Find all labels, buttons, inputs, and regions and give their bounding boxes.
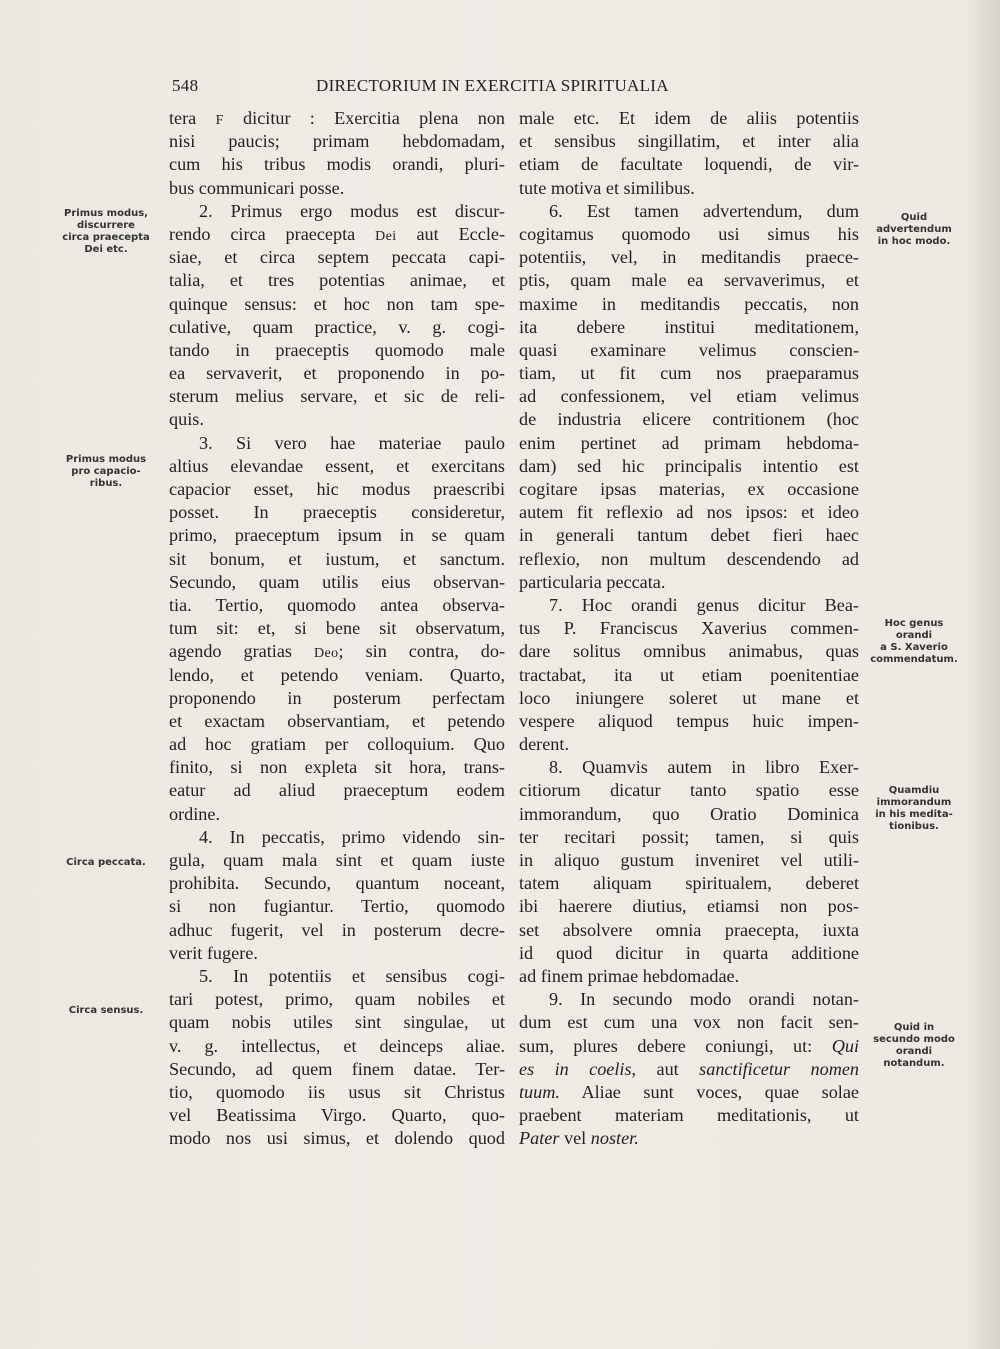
text-line: et sensibus singillatim, et inter alia	[519, 131, 859, 152]
text-line: prohibita. Secundo, quantum noceant,	[169, 873, 505, 894]
text-line: tractabat, ita ut etiam poenitentiae	[519, 664, 859, 685]
text-line: 8. Quamvis autem in libro Exer-	[549, 757, 859, 778]
page-edge-shadow	[964, 0, 1000, 1349]
margin-note-quid-in-secundo: Quid in secundo modo orandi notandum.	[873, 1022, 955, 1069]
text-line: 5. In potentiis et sensibus cogi-	[199, 965, 505, 986]
text-line: et exactam observantiam, et petendo	[169, 710, 505, 731]
text-line: gula, quam mala sint et quam iuste	[169, 850, 505, 870]
text-line: tum sit: et, si bene sit observatum,	[169, 618, 505, 639]
text-line: agendo gratias Deo; sin contra, do-	[169, 641, 506, 662]
text-line: dare solitus omnibus animabus, quas	[519, 641, 859, 662]
text-line: primo, praeceptum ipsum in se quam	[169, 525, 505, 546]
text-line: proponendo in posterum perfectam	[169, 687, 505, 708]
text-line: 4. In peccatis, primo videndo sin-	[199, 826, 505, 847]
text-line: set absolvere omnia praecepta, iuxta	[519, 919, 859, 940]
text-line: Secundo, ad quem finem datae. Ter-	[169, 1058, 505, 1079]
text-line: ad confessionem, vel etiam velimus	[519, 386, 859, 407]
text-line: nisi paucis; primam hebdomadam,	[169, 131, 505, 152]
text-line: derent.	[519, 734, 569, 755]
text-line: talia, et tres potentias animae, et	[169, 270, 505, 291]
text-line: tute motiva et similibus.	[519, 177, 695, 198]
text-line: tus P. Franciscus Xaverius commen-	[519, 618, 859, 639]
text-line: reflexio, non multum descendendo ad	[519, 548, 859, 569]
left-text-column	[169, 107, 505, 1150]
text-line: ad hoc gratiam per colloquium. Quo	[169, 734, 505, 755]
text-line: citiorum dicatur tanto spatio esse	[519, 780, 859, 801]
text-line: v. g. intellectus, et deinceps aliae.	[169, 1035, 505, 1056]
text-line: tatem aliquam spiritualem, deberet	[519, 873, 859, 894]
text-line: immorandum, quo Oratio Dominica	[519, 803, 859, 824]
text-line: in aliquo gustum inveniret vel utili-	[519, 850, 859, 870]
text-line: dam) sed hic principalis intentio est	[519, 455, 859, 476]
text-line: id quod dicitur in quarta additione	[519, 942, 859, 963]
text-line: ibi haerere diutius, etiamsi non pos-	[519, 896, 859, 917]
text-line: in generali tantum debet fieri haec	[519, 525, 859, 546]
right-text-column	[519, 107, 859, 1150]
text-line: cum his tribus modis orandi, pluri-	[169, 154, 505, 175]
text-line: culative, quam practice, v. g. cogi-	[169, 316, 505, 337]
text-line: es in coelis, aut sanctificetur nomen	[519, 1058, 859, 1079]
text-line: etiam de facultate loquendi, de vir-	[519, 154, 859, 175]
margin-note-circa-peccata: Circa peccata.	[66, 857, 146, 868]
text-line: sit bonum, et iustum, et sanctum.	[169, 548, 505, 569]
text-line: rendo circa praecepta Dei aut Eccle-	[169, 223, 506, 244]
text-line: tiam, ut fit cum nos praeparamus	[519, 363, 859, 384]
text-line: 9. In secundo modo orandi notan-	[549, 989, 859, 1010]
text-line: 6. Est tamen advertendum, dum	[549, 200, 859, 221]
text-line: ad finem primae hebdomadae.	[519, 965, 740, 986]
text-line: capacior esset, hic modus praescribi	[169, 479, 505, 499]
text-line: quam nobis utiles sint singulae, ut	[169, 1012, 505, 1033]
text-line: bus communicari posse.	[169, 177, 345, 198]
text-line: 7. Hoc orandi genus dicitur Bea-	[549, 594, 859, 615]
text-line: siae, et circa septem peccata capi-	[169, 247, 505, 268]
text-line: 3. Si vero hae materiae paulo	[199, 432, 505, 453]
text-line: male etc. Et idem de aliis potentiis	[519, 108, 859, 128]
text-line: sterum melius servare, et sic de reli-	[169, 386, 505, 407]
text-line: ptis, quam male ea servaverimus, et	[519, 270, 859, 291]
text-line: si non fugiantur. Tertio, quomodo	[169, 896, 505, 917]
text-line: ordine.	[169, 803, 221, 824]
text-line: tia. Tertio, quomodo antea observa-	[169, 594, 505, 615]
text-line: tio, quomodo iis usus sit Christus	[169, 1081, 505, 1102]
margin-note-quid-advertendum: Quid advertendum in hoc modo.	[876, 212, 952, 247]
text-line: verit fugere.	[169, 942, 258, 963]
text-line: enim pertinet ad primam hebdoma-	[519, 432, 859, 453]
text-line: vel Beatissima Virgo. Quarto, quo-	[169, 1105, 505, 1126]
text-line: tera F dicitur : Exercitia plena non	[169, 108, 506, 128]
text-line: cogitamus quomodo usi simus his	[519, 223, 859, 244]
text-line: modo nos usi simus, et dolendo quod	[169, 1128, 505, 1149]
text-line: ea servaverit, et proponendo in po-	[169, 363, 505, 384]
running-title: DIRECTORIUM IN EXERCITIA SPIRITUALIA	[316, 76, 669, 95]
text-line: eatur ad aliud praeceptum eodem	[169, 780, 505, 801]
margin-note-quamdiu: Quamdiu immorandum in his medita- tionibus.	[875, 785, 953, 832]
text-line: Secundo, quam utilis eius observan-	[169, 571, 505, 592]
text-line: quasi examinare velimus conscien-	[519, 339, 859, 360]
text-line: praebent materiam meditationis, ut	[519, 1105, 859, 1126]
text-line: adhuc fugerit, vel in posterum decre-	[169, 919, 505, 940]
margin-note-circa-sensus: Circa sensus.	[68, 1005, 144, 1016]
text-line: ita debere institui meditationem,	[519, 316, 859, 337]
page-number: 548	[172, 76, 199, 95]
text-line: de industria elicere contritionem (hoc	[519, 409, 859, 430]
text-line: maxime in meditandis peccatis, non	[519, 293, 859, 314]
text-line: finito, si non expleta sit hora, trans-	[169, 757, 505, 778]
text-line: potentiis, vel, in meditandis praece-	[519, 247, 859, 268]
margin-note-hoc-genus: Hoc genus orandi a S. Xaverio commendatum.	[870, 618, 958, 665]
text-line: ter recitari possit; tamen, si quis	[519, 826, 859, 847]
text-line: tando in praeceptis quomodo male	[169, 339, 505, 360]
text-line: quis.	[169, 409, 204, 430]
text-line: particularia peccata.	[519, 571, 666, 592]
margin-note-primus-modus-capaciores: Primus modus pro capacio- ribus.	[65, 454, 147, 489]
text-line: loco iniungere soleret ut mane et	[519, 687, 859, 708]
page-header	[172, 76, 704, 100]
text-line: altius elevandae essent, et exercitans	[169, 455, 505, 476]
text-line: 2. Primus ergo modus est discur-	[199, 200, 505, 221]
text-line: tari potest, primo, quam nobiles et	[169, 989, 505, 1010]
text-line: posset. In praeceptis consideretur,	[169, 502, 505, 523]
text-line: vespere aliquod tempus huic impen-	[519, 710, 859, 731]
text-line: cogitare ipsas materias, ex occasione	[519, 479, 859, 499]
text-line: dum est cum una vox non facit sen-	[519, 1012, 859, 1033]
text-line: tuum. Aliae sunt voces, quae solae	[519, 1081, 859, 1102]
text-line: sum, plures debere coniungi, ut: Qui	[519, 1035, 860, 1056]
text-line: Pater vel noster.	[519, 1128, 639, 1149]
text-line: autem fit reflexio ad nos ipsos: et ideo	[519, 502, 859, 523]
text-line: lendo, et petendo veniam. Quarto,	[169, 664, 505, 685]
text-line: quinque sensus: et hoc non tam spe-	[169, 293, 505, 314]
margin-note-primus-modus: Primus modus, discurrere circa praecepta Dei etc.	[62, 208, 150, 255]
